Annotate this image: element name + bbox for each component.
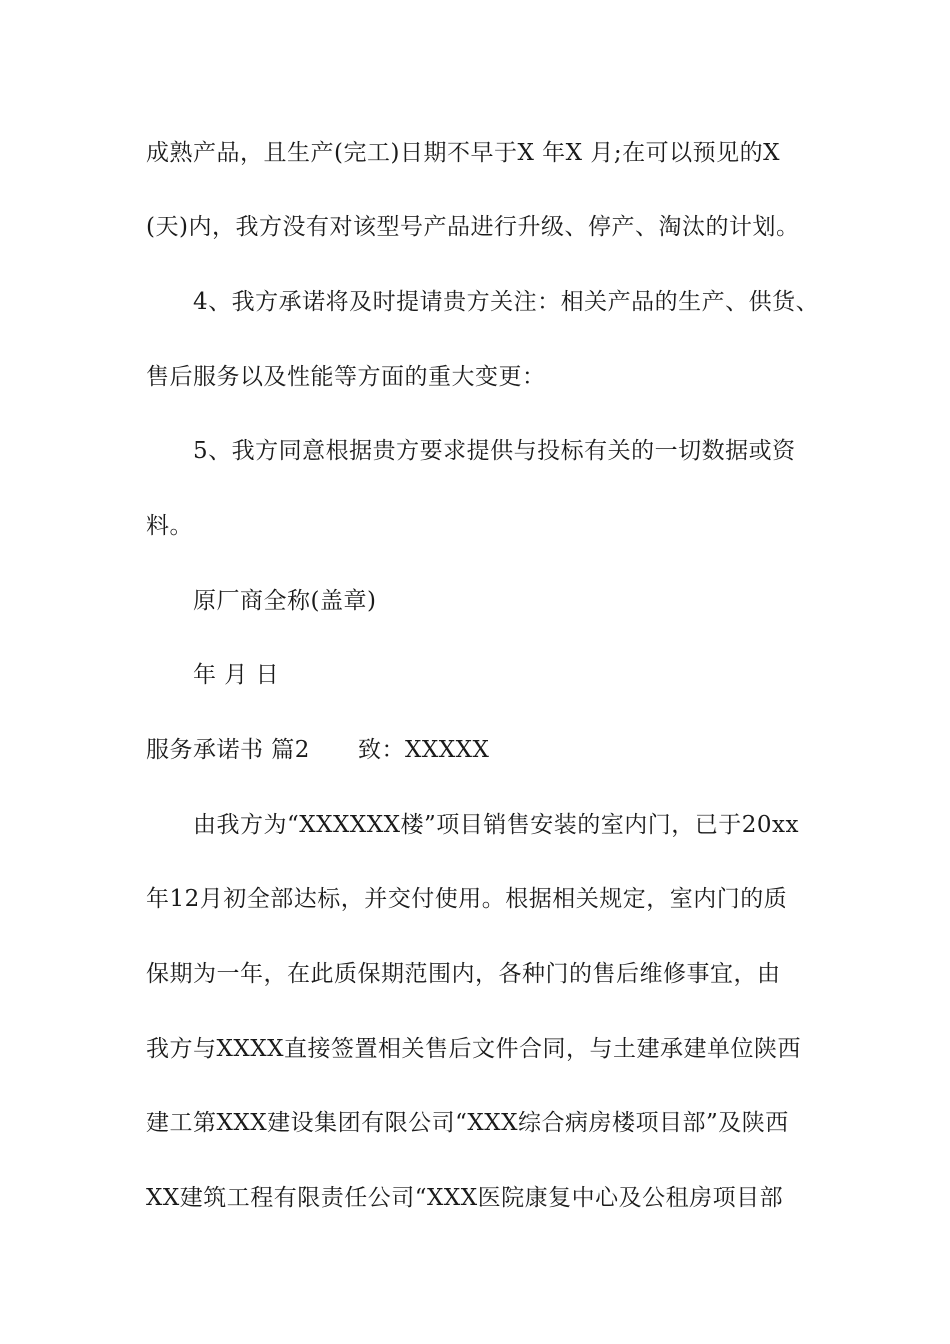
- paragraph-line: 成熟产品，且生产(完工)日期不早于X 年X 月;在可以预见的X: [146, 140, 780, 166]
- paragraph-line: 售后服务以及性能等方面的重大变更：: [146, 364, 546, 390]
- signature-date: 年 月 日: [193, 662, 280, 688]
- numbered-item-5: 5、我方同意根据贵方要求提供与投标有关的一切数据或资: [193, 438, 796, 464]
- body-line: 由我方为“XXXXXX楼”项目销售安装的室内门，已于20xx: [193, 812, 799, 838]
- numbered-item-4: 4、我方承诺将及时提请贵方关注：相关产品的生产、供货、: [193, 289, 820, 315]
- body-line: XX建筑工程有限责任公司“XXX医院康复中心及公租房项目部: [146, 1185, 784, 1211]
- body-line: 保期为一年，在此质保期范围内，各种门的售后维修事宜，由: [146, 961, 781, 987]
- body-line: 我方与XXXX直接签置相关售后文件合同，与土建承建单位陕西: [146, 1036, 801, 1062]
- paragraph-line: 料。: [146, 513, 193, 539]
- section-addressee: 致：XXXXX: [357, 737, 490, 763]
- section-title: 服务承诺书 篇2: [146, 737, 310, 763]
- signature-manufacturer: 原厂商全称(盖章): [193, 588, 377, 614]
- body-line: 年12月初全部达标，并交付使用。根据相关规定，室内门的质: [146, 886, 788, 912]
- heading-spacer: [310, 735, 358, 765]
- section-heading: [146, 735, 489, 765]
- body-line: 建工第XXX建设集团有限公司“XXX综合病房楼项目部”及陕西: [146, 1110, 789, 1136]
- paragraph-line: (天)内，我方没有对该型号产品进行升级、停产、淘汰的计划。: [146, 214, 800, 240]
